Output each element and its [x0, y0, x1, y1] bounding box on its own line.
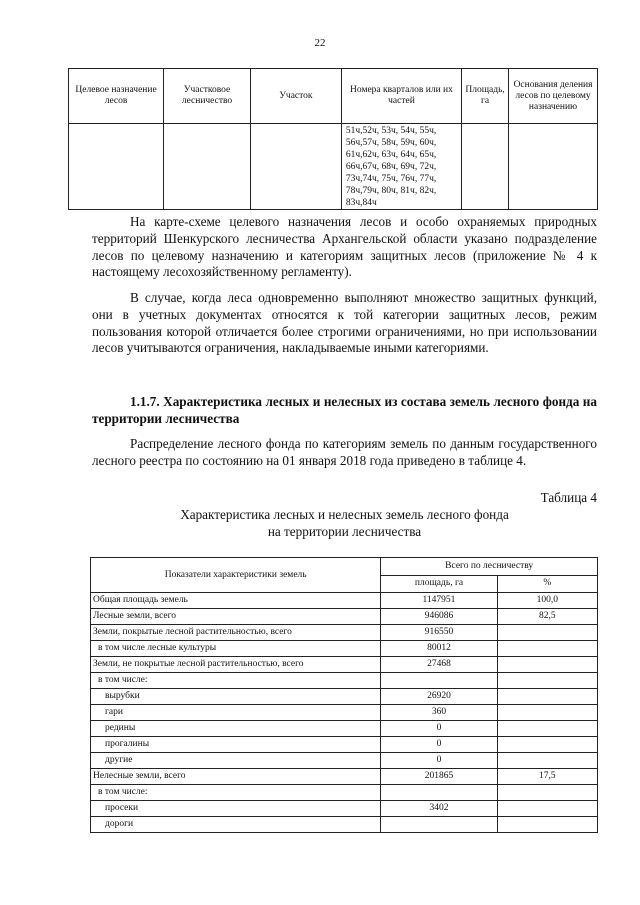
quarters-line: 78ч,79ч, 80ч, 81ч, 82ч, — [345, 186, 437, 196]
cell-quarters — [341, 124, 461, 210]
header-total: Всего по лесничеству — [381, 558, 598, 576]
header-indicator: Показатели характеристики земель — [91, 558, 381, 593]
row-name: Нелесные земли, всего — [91, 769, 381, 785]
row-percent — [497, 817, 597, 833]
row-percent — [497, 721, 597, 737]
row-name: прогалины — [91, 737, 381, 753]
row-percent: 82,5 — [497, 609, 597, 625]
quarters-line: 56ч,57ч, 58ч, 59ч, 60ч, — [345, 138, 437, 148]
quarters-line: 51ч,52ч, 53ч, 54ч, 55ч, — [345, 126, 437, 136]
row-area: 946086 — [381, 609, 497, 625]
row-percent — [497, 625, 597, 641]
table-row — [91, 737, 598, 753]
row-percent — [497, 737, 597, 753]
row-name: в том числе: — [91, 785, 381, 801]
table-header-row — [69, 69, 598, 124]
row-area: 26920 — [381, 689, 497, 705]
table-label: Таблица 4 — [540, 490, 597, 505]
row-name: гари — [91, 705, 381, 721]
table-row — [91, 705, 598, 721]
row-area: 1147951 — [381, 593, 497, 609]
quarters-line: 73ч,74ч, 75ч, 76ч, 77ч, — [345, 174, 437, 184]
row-name: Лесные земли, всего — [91, 609, 381, 625]
table-row — [91, 673, 598, 689]
cell-plot — [250, 124, 341, 210]
row-area: 80012 — [381, 641, 497, 657]
header-area: площадь, га — [381, 575, 497, 593]
row-name: вырубки — [91, 689, 381, 705]
row-percent — [497, 705, 597, 721]
row-name: просеки — [91, 801, 381, 817]
row-name: Земли, не покрытые лесной растительностью, всего — [91, 657, 381, 673]
table-row — [91, 593, 598, 609]
row-name: Общая площадь земель — [91, 593, 381, 609]
header-percent: % — [497, 575, 597, 593]
row-name: в том числе: — [91, 673, 381, 689]
table-caption-line: на территории лесничества — [267, 523, 422, 539]
forest-purpose-table — [68, 68, 598, 210]
row-name: в том числе лесные культуры — [91, 641, 381, 657]
row-area: 27468 — [381, 657, 497, 673]
page-number: 22 — [314, 37, 326, 49]
header-quarters: Номера кварталов или их частей — [341, 69, 461, 124]
row-percent: 17,5 — [497, 769, 597, 785]
quarters-line: 66ч,67ч, 68ч, 69ч, 72ч, — [345, 162, 437, 172]
cell-area — [462, 124, 509, 210]
row-name: другие — [91, 753, 381, 769]
header-area: Площадь, га — [462, 69, 509, 124]
row-percent: 100,0 — [497, 593, 597, 609]
table-row — [91, 817, 598, 833]
header-plot: Участок — [250, 69, 341, 124]
row-percent — [497, 657, 597, 673]
header-district: Участковое лесничество — [164, 69, 251, 124]
row-area: 916550 — [381, 625, 497, 641]
cell-purpose — [69, 124, 164, 210]
table-row — [69, 124, 598, 210]
table-row — [91, 769, 598, 785]
section-heading: 1.1.7. Характеристика лесных и нелесных из состава земель лесного фонда на территории лесничества — [92, 394, 597, 426]
table-row — [91, 609, 598, 625]
row-name: редины — [91, 721, 381, 737]
header-purpose: Целевое назначение лесов — [69, 69, 164, 124]
row-percent — [497, 689, 597, 705]
quarters-line: 83ч,84ч — [345, 198, 377, 208]
row-percent — [497, 673, 597, 689]
row-name: дороги — [91, 817, 381, 833]
paragraph-distribution: Распределение лесного фонда по категориям земель по данным государственного лесного реестра по состоянию на 01 января 2018 года приведено в таблице 4. — [92, 436, 597, 468]
row-area: 360 — [381, 705, 497, 721]
table-row — [91, 753, 598, 769]
row-percent — [497, 801, 597, 817]
row-name: Земли, покрытые лесной растительностью, всего — [91, 625, 381, 641]
row-percent — [497, 753, 597, 769]
table-row — [91, 721, 598, 737]
table-caption-line: Характеристика лесных и нелесных земель лесного фонда — [180, 507, 509, 522]
table-row — [91, 641, 598, 657]
cell-basis — [509, 124, 598, 210]
row-area — [381, 673, 497, 689]
row-area: 0 — [381, 753, 497, 769]
table-row — [91, 657, 598, 673]
row-area: 0 — [381, 721, 497, 737]
cell-district — [164, 124, 251, 210]
row-area: 0 — [381, 737, 497, 753]
row-percent — [497, 785, 597, 801]
table-header-row — [91, 558, 598, 576]
table-row — [91, 785, 598, 801]
header-basis: Основания деления лесов по целевому назначению — [509, 69, 598, 124]
table-row — [91, 689, 598, 705]
row-area: 3402 — [381, 801, 497, 817]
row-area — [381, 817, 497, 833]
table-caption — [92, 507, 597, 540]
quarters-line: 61ч,62ч, 63ч, 64ч, 65ч, — [345, 150, 437, 160]
row-percent — [497, 641, 597, 657]
table-row — [91, 625, 598, 641]
row-area: 201865 — [381, 769, 497, 785]
paragraph-map-scheme: На карте-схеме целевого назначения лесов и особо охраняемых природных территорий Шенкурского лесничества Архангельской области указано подразделение лесов по целевому назначению и категориям защитных лесов (приложение № 4 к настоящему лесохозяйственному регламенту). — [92, 214, 597, 280]
paragraph-protective-functions: В случае, когда леса одновременно выполняют множество защитных функций, они в учетных документах относятся к той категории защитных лесов, режим пользования которой отличается более строгими ограничениями, но при использовании лесов учитываются ограничения, накладываемые иными категориями. — [92, 290, 597, 356]
row-area — [381, 785, 497, 801]
table-row — [91, 801, 598, 817]
land-characteristics-table — [90, 557, 598, 833]
